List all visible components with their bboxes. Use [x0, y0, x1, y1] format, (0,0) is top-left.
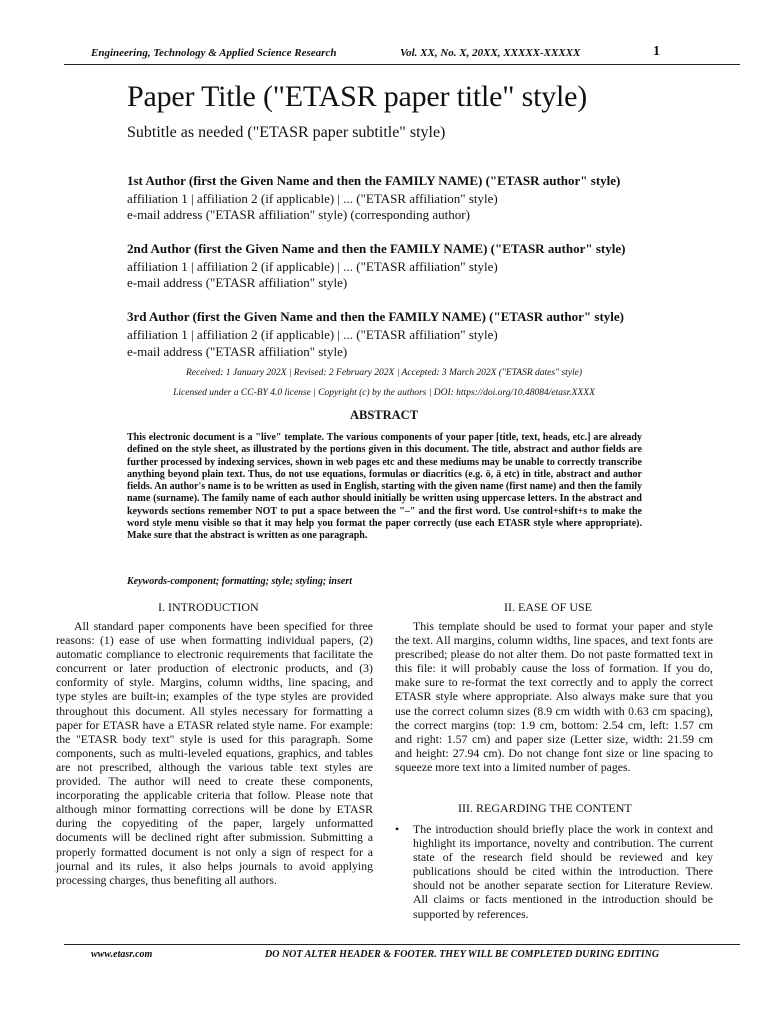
- publication-dates: Received: 1 January 202X | Revised: 2 February 202X | Accepted: 3 March 202X ("ETASR dates" style): [185, 368, 583, 378]
- abstract-text: This electronic document is a "live" template. The various components of your paper [title, text, heads, etc.] are already defined on the style sheet, as illustrated by the portions given in this document. The title, abstract and author fields are further processed by indexing services, shown in web pages etc and these mediums may be unable to correctly transcribe anything beyond plain text. Thus, do not use equations, formulas or diacritics (e.g. ö, ä etc) in title, abstract and author fields. An author's name is to be written as used in English, starting with the given name (first name) and then the family name (surname). The family name of each author should initially be written using uppercase letters. In the abstract and keywords sections remember NOT to put a space between the "–" and the first word. Use control+shift+s to make the word style menu visible so that it may help you format the paper correctly (use each ETASR style where appropriate). Make sure that the abstract is written as one paragraph.: [127, 432, 642, 542]
- content-bullet-list: [395, 822, 713, 921]
- section-heading-introduction: I. INTRODUCTION: [158, 600, 259, 614]
- abstract-heading: ABSTRACT: [349, 408, 419, 422]
- author-affiliation: affiliation 1 | affiliation 2 (if applicable) | ... ("ETASR affiliation" style): [127, 191, 498, 206]
- body-paragraph: This template should be used to format your paper and style the text. All margins, column widths, line spaces, and text fonts are prescribed; please do not alter them. Do not paste formatted text in this file: it will probably cause the loss of formation. If you do, make sure to re-format the text correctly and to apply the correct ETASR style where appropriate. Also always make sure that you use the correct column sizes (8.9 cm width with 0.63 cm spacing), the correct margins (top: 1.9 cm, bottom: 2.54 cm, left: 1.57 cm and right: 1.57 cm) and paper size (Letter size, width: 21.59 cm and height: 27.94 cm). Do not change font size or line spacing to squeeze more text into a limited number of pages.: [395, 619, 713, 774]
- paper-title: Paper Title ("ETASR paper title" style): [127, 80, 588, 113]
- author-email: e-mail address ("ETASR affiliation" style): [127, 344, 348, 359]
- body-paragraph: All standard paper components have been specified for three reasons: (1) ease of use when formatting individual papers, (2) automatic compliance to electronic requirements that facilitate the concurrent or later production of electronic products, and (3) conformity of style. Margins, column widths, line spacing, and type styles are built-in; examples of the type styles are provided throughout this document. All styles necessary for formatting a paper for ETASR have a ETASR related style name. For example: the "ETASR body text" style is used for this paragraph. Some components, such as multi-leveled equations, graphics, and tables are not prescribed, although the various table text styles are provided. The author will need to create these components, incorporating the applicable criteria that follow. Please note that although minor formatting corrections will be done by ETASR during the copyediting of the paper, largely unformatted documents will be declined right after submission. Submitting a properly formatted document is not only a sign of respect for a journal and its rules, it also helps journals to avoid applying processing charges, thus benefiting all authors.: [56, 619, 373, 887]
- paper-subtitle: Subtitle as needed ("ETASR paper subtitle" style): [127, 124, 446, 141]
- volume-info: Vol. XX, No. X, 20XX, XXXXX-XXXXX: [400, 47, 581, 59]
- footer-rule: [64, 944, 740, 945]
- introduction-body: [56, 619, 373, 887]
- license-line: Licensed under a CC-BY 4.0 license | Copyright (c) by the authors | DOI: https://doi.org/10.48084/etasr.XXXX: [173, 388, 595, 398]
- keywords: Keywords-component; formatting; style; styling; insert: [127, 576, 352, 587]
- author-affiliation: affiliation 1 | affiliation 2 (if applicable) | ... ("ETASR affiliation" style): [127, 327, 498, 342]
- footer-notice: DO NOT ALTER HEADER & FOOTER. THEY WILL BE COMPLETED DURING EDITING: [265, 949, 660, 960]
- section-heading-ease-of-use: II. EASE OF USE: [504, 600, 593, 614]
- author-name: 2nd Author (first the Given Name and then the FAMILY NAME) ("ETASR author" style): [127, 241, 626, 256]
- author-name: 3rd Author (first the Given Name and then the FAMILY NAME) ("ETASR author" style): [127, 309, 624, 324]
- bullet-icon: •: [395, 822, 400, 836]
- author-affiliation: affiliation 1 | affiliation 2 (if applicable) | ... ("ETASR affiliation" style): [127, 259, 498, 274]
- ease-of-use-body: [395, 619, 713, 774]
- footer-website: www.etasr.com: [91, 949, 153, 960]
- author-name: 1st Author (first the Given Name and then the FAMILY NAME) ("ETASR author" style): [127, 173, 621, 188]
- section-heading-content: III. REGARDING THE CONTENT: [458, 801, 632, 815]
- journal-name: Engineering, Technology & Applied Science Research: [91, 47, 337, 59]
- header-rule: [64, 64, 740, 65]
- author-email: e-mail address ("ETASR affiliation" style): [127, 275, 348, 290]
- list-item: [395, 822, 713, 921]
- author-email: e-mail address ("ETASR affiliation" style) (corresponding author): [127, 207, 470, 222]
- page-number: 1: [653, 44, 660, 59]
- list-item-text: The introduction should briefly place the work in context and highlight its importance, novelty and contribution. The current state of the research field should be reviewed and key publications should be cited within the introduction. There should not be another separate section for Literature Review. All claims or facts mentioned in the introduction should be supported by references.: [413, 822, 713, 921]
